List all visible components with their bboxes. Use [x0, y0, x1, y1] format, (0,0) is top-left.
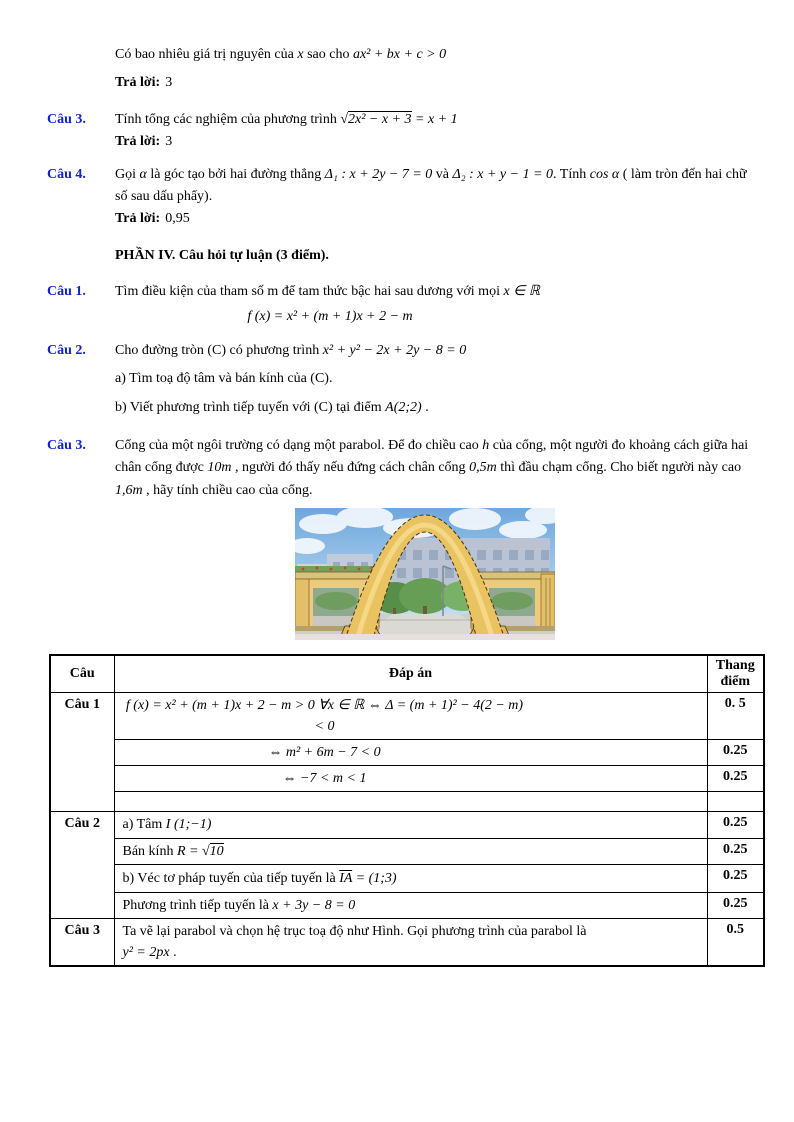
question-label: Câu 4.	[47, 166, 86, 182]
question-text	[115, 109, 755, 131]
text-segment: Δ₁ : x + 2y − 7 = 0	[324, 166, 433, 182]
row-label-cau1: Câu 1	[50, 692, 114, 811]
answer-line	[115, 208, 755, 230]
text-segment: Gọi	[115, 166, 140, 182]
text-segment: ax² + bx + c > 0	[352, 47, 447, 62]
row-label-cau2: Câu 2	[50, 811, 114, 918]
text-segment: , người đó thấy nếu đứng cách chân cổng	[231, 460, 470, 476]
answer-line	[115, 72, 755, 94]
essay-cau2-block	[47, 340, 755, 419]
text-segment: A(2;2)	[385, 399, 422, 415]
text-segment: Có bao nhiêu giá trị nguyên của	[115, 47, 298, 62]
table-row	[50, 864, 764, 892]
text-segment: I (1;−1)	[165, 817, 212, 833]
answer-cell	[114, 918, 707, 966]
answer-cell	[114, 811, 707, 838]
table-row	[50, 765, 764, 791]
answer-value: 3	[165, 75, 173, 91]
text-segment: x ∈ ℝ	[503, 284, 540, 300]
score-cell: 0.5	[707, 918, 764, 966]
answer-line-2	[123, 942, 699, 963]
header-thang-diem: Thang điểm	[707, 655, 764, 692]
question-body	[115, 109, 755, 154]
header-dap-an: Đáp án	[114, 655, 707, 692]
question-text	[115, 435, 755, 502]
text-segment: thì đầu chạm cổng. Cho biết người này cao	[496, 460, 742, 476]
score-cell: 0.25	[707, 739, 764, 765]
text-segment: ( làm tròn đến hai chữ số sau dấu phẩy).	[115, 166, 747, 204]
text-segment: sao cho	[303, 47, 353, 62]
table-row	[50, 918, 764, 966]
text-segment: Δ₂ : x + y − 1 = 0	[452, 166, 554, 182]
text-segment: cos α	[589, 166, 620, 182]
question-label: Câu 2.	[47, 342, 86, 358]
table-row	[50, 838, 764, 864]
text-segment: f (x) = x² + (m + 1)x + 2 − m > 0 ∀x ∈ ℝ ⇔ Δ = (m + 1)² − 4(2 − m) < 0	[125, 697, 524, 734]
essay-cau1-block	[47, 281, 755, 328]
answer-label: Trả lời:	[115, 134, 161, 150]
answer-table	[49, 654, 765, 967]
question-item-b	[115, 397, 755, 419]
formula	[115, 306, 545, 328]
essay-cau3-block	[47, 435, 755, 502]
question-label: Câu 1.	[47, 284, 86, 300]
text-segment: f (x) = x² + (m + 1)x + 2 − m	[247, 308, 413, 324]
gate-figure-svg	[295, 508, 555, 640]
text-segment: = (1;3)	[352, 870, 397, 886]
text-segment: , hãy tính chiều cao của cổng.	[142, 482, 313, 498]
question-cau4-block	[47, 164, 755, 231]
text-segment: Phương trình tiếp tuyến là	[122, 897, 273, 913]
question-text	[115, 340, 755, 362]
header-cau: Câu	[50, 655, 114, 692]
text-segment: y² = 2px	[122, 944, 170, 960]
answer-cell-empty	[114, 791, 707, 811]
answer-label: Trả lời:	[115, 211, 161, 227]
table-row	[50, 692, 764, 739]
question-text	[115, 281, 755, 303]
text-segment: Cho đường tròn (C) có phương trình	[115, 342, 323, 358]
text-segment: a) Tâm	[122, 817, 166, 833]
text-segment: √	[340, 111, 349, 127]
text-segment: và	[432, 166, 453, 182]
score-cell-empty	[707, 791, 764, 811]
question-body	[115, 435, 755, 502]
text-segment: $\overline{IA}$	[339, 870, 353, 886]
answer-value: 3	[165, 134, 173, 150]
text-segment: .	[169, 944, 177, 960]
answer-line	[115, 131, 755, 153]
text-segment: 2x² − x + 3	[348, 111, 412, 127]
table-row	[50, 892, 764, 918]
answer-label: Trả lời:	[115, 75, 161, 91]
question-cau3-block	[47, 109, 755, 154]
text-segment: ⇔ m² + 6m − 7 < 0	[268, 744, 381, 760]
text-segment: α	[139, 166, 147, 182]
text-segment: R = √	[176, 843, 210, 859]
bottom-strip	[295, 634, 555, 640]
text-segment: b) Viết phương trình tiếp tuyến với (C) tại điểm	[115, 399, 386, 415]
section-heading: PHẦN IV. Câu hỏi tự luận (3 điểm).	[115, 247, 329, 263]
row-label-cau3: Câu 3	[50, 918, 114, 966]
answer-value: 0,95	[165, 211, 190, 227]
text-segment: x + 3y − 8 = 0	[272, 897, 356, 913]
text-segment: b) Véc tơ pháp tuyến của tiếp tuyến là	[122, 870, 340, 886]
question-text	[115, 164, 755, 209]
text-segment: 1,6m	[115, 482, 143, 498]
score-cell: 0. 5	[707, 692, 764, 739]
score-cell: 0.25	[707, 892, 764, 918]
text-segment: Cổng của một ngôi trường có dạng một parabol. Để đo chiều cao	[115, 438, 483, 454]
score-cell: 0.25	[707, 838, 764, 864]
text-segment: Bán kính	[122, 843, 177, 859]
answer-cell	[114, 765, 707, 791]
text-segment: Ta vẽ lại parabol và chọn hệ trục toạ độ như Hình. Gọi phương trình của parabol là	[122, 923, 587, 939]
question-label: Câu 3.	[47, 111, 86, 127]
table-row-empty	[50, 791, 764, 811]
score-cell: 0.25	[707, 765, 764, 791]
text-segment: Tìm điều kiện của tham số m để tam thức bậc hai sau dương với mọi	[115, 284, 504, 300]
table-row	[50, 811, 764, 838]
text-segment: 0,5m	[469, 460, 497, 476]
answer-cell	[114, 692, 707, 739]
text-segment: là góc tạo bởi hai đường thẳng	[146, 166, 325, 182]
text-segment: x	[297, 47, 304, 62]
question-item-a: a) Tìm toạ độ tâm và bán kính của (C).	[115, 371, 333, 387]
text-segment: ⇔ −7 < m < 1	[282, 770, 367, 786]
text-segment: 10m	[207, 460, 232, 476]
answer-line-1	[123, 921, 699, 942]
answer-cell	[114, 864, 707, 892]
text-segment: Tính tổng các nghiệm của phương trình	[115, 111, 341, 127]
text-segment: .	[421, 399, 429, 415]
text-segment: . Tính	[553, 166, 590, 182]
score-cell: 0.25	[707, 864, 764, 892]
text-segment: x² + y² − 2x + 2y − 8 = 0	[322, 342, 467, 358]
question-body	[115, 281, 755, 328]
question-label: Câu 3.	[47, 438, 86, 454]
text-segment: h	[482, 438, 490, 454]
score-cell: 0.25	[707, 811, 764, 838]
question-continuation-text	[115, 44, 755, 66]
answer-cell	[114, 739, 707, 765]
question-body	[115, 164, 755, 231]
text-segment: = x + 1	[411, 111, 458, 127]
answer-cell	[114, 838, 707, 864]
table-row	[50, 739, 764, 765]
gate-illustration	[295, 508, 555, 640]
text-segment: 10	[209, 843, 224, 859]
question-body	[115, 340, 755, 419]
table-header-row	[50, 655, 764, 692]
text-segment: của cổng, một người đo khoảng cách giữa hai chân cổng được	[115, 438, 749, 476]
answer-cell	[114, 892, 707, 918]
